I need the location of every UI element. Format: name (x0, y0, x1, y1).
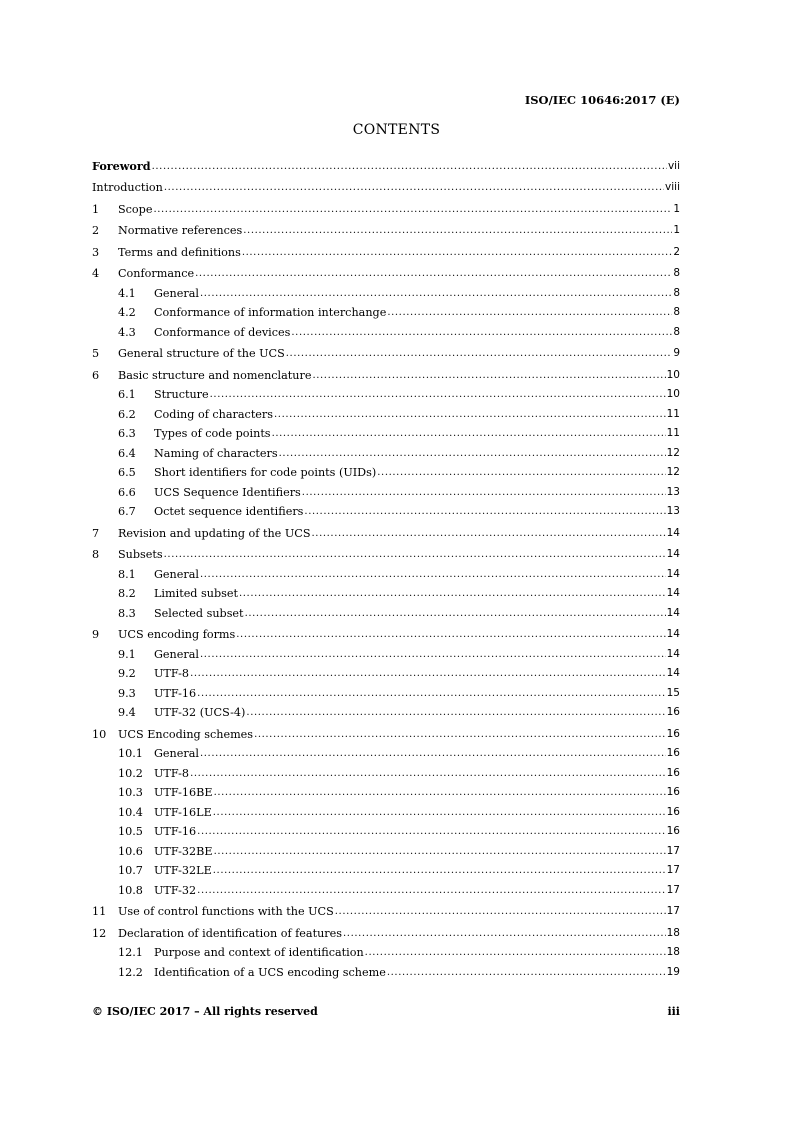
toc-entry-page: vii (667, 159, 680, 172)
toc-entry-title: Subsets (118, 548, 163, 561)
toc-entry-title: Revision and updating of the UCS (118, 526, 311, 540)
toc-entry-number: 2 (92, 224, 100, 237)
toc-entry-title: Use of control functions with the UCS (118, 905, 334, 918)
dot-leader (246, 705, 665, 719)
toc-entry-page: 1 (673, 224, 680, 236)
toc-entry-page: 14 (666, 667, 680, 679)
toc-entry-page: 15 (666, 686, 680, 699)
dot-leader (236, 627, 665, 641)
toc-entry-number: 8 (92, 548, 100, 561)
dot-leader (213, 863, 666, 877)
toc-entry-page: 8 (673, 286, 680, 299)
dot-leader (312, 526, 666, 540)
toc-entry[interactable] (92, 959, 680, 979)
dot-leader (365, 945, 666, 959)
toc-entry-page: 17 (666, 844, 680, 857)
toc-entry-number: 6.2 (118, 407, 136, 421)
dot-leader (164, 547, 666, 561)
dot-leader (190, 666, 666, 680)
toc-entry-page: 13 (666, 505, 680, 517)
dot-leader (274, 407, 666, 421)
toc-entry-page: 16 (666, 805, 680, 818)
dot-leader (335, 904, 666, 918)
toc-entry-title: UTF-32BE (154, 844, 213, 858)
toc-entry-title: General structure of the UCS (118, 347, 285, 360)
toc-entry[interactable] (92, 499, 680, 519)
toc-entry[interactable] (92, 216, 680, 238)
toc-entry-number: 10.6 (118, 844, 143, 858)
dot-leader (214, 844, 666, 858)
toc-entry-page: 12 (666, 466, 680, 478)
toc-entry[interactable] (92, 421, 680, 441)
toc-entry-number: 10.3 (118, 786, 143, 799)
toc-entry-title: UCS Sequence Identifiers (154, 485, 301, 499)
toc-entry[interactable] (92, 620, 680, 642)
toc-entry-page: 11 (666, 407, 680, 420)
dot-leader (213, 805, 666, 819)
toc-entry-number: 9.1 (118, 647, 136, 661)
dot-leader (286, 346, 673, 360)
dot-leader (312, 368, 665, 382)
contents-heading: CONTENTS (352, 122, 441, 138)
toc-entry-number: 10.7 (118, 864, 143, 877)
toc-entry[interactable] (92, 700, 680, 720)
toc-entry[interactable] (92, 479, 680, 499)
toc-entry-page: 8 (673, 267, 680, 279)
toc-entry[interactable] (92, 440, 680, 460)
dot-leader (214, 785, 666, 799)
toc-entry-page: 14 (666, 548, 680, 560)
toc-entry[interactable] (92, 760, 680, 780)
toc-entry[interactable] (92, 280, 680, 300)
toc-entry-title: Identification of a UCS encoding scheme (154, 965, 386, 979)
toc-entry[interactable] (92, 780, 680, 800)
toc-entry-page: 11 (666, 427, 680, 439)
toc-entry[interactable] (92, 360, 680, 382)
toc-entry-number: 5 (92, 347, 100, 360)
toc-entry-title: Short identifiers for code points (UIDs) (154, 466, 377, 479)
toc-entry[interactable] (92, 561, 680, 581)
toc-entry-page: 17 (666, 905, 680, 917)
toc-entry-page: 1 (673, 202, 680, 215)
toc-entry-page: 9 (673, 347, 680, 359)
toc-entry-number: 10 (92, 727, 107, 741)
toc-entry[interactable] (92, 460, 680, 480)
toc-entry-title: Octet sequence identifiers (154, 505, 304, 518)
dot-leader (387, 965, 666, 979)
dot-leader (210, 387, 666, 401)
toc-entry[interactable] (92, 319, 680, 339)
toc-entry-title: Conformance of information interchange (154, 306, 387, 319)
toc-entry-number: 6.7 (118, 505, 136, 518)
toc-entry[interactable] (92, 173, 680, 195)
toc-entry-number: 12 (92, 926, 107, 940)
toc-entry-page: 19 (666, 965, 680, 978)
dot-leader (291, 325, 672, 339)
toc-entry-page: 16 (666, 706, 680, 718)
toc-entry-page: 2 (673, 245, 680, 258)
toc-entry-number: 12.1 (118, 946, 143, 959)
toc-entry-title: UTF-16BE (154, 786, 213, 799)
toc-entry-page: 14 (666, 587, 680, 599)
toc-entry-title: Introduction (92, 181, 163, 194)
toc-entry-title: General (154, 747, 199, 760)
dot-leader (343, 926, 666, 940)
toc-entry-page: 12 (666, 446, 680, 459)
toc-entry-page: 18 (666, 926, 680, 939)
toc-entry-page: 16 (666, 786, 680, 798)
toc-entry-title: Conformance of devices (154, 325, 291, 339)
dot-leader (200, 647, 666, 661)
toc-entry[interactable] (92, 858, 680, 878)
toc-entry-page: 16 (666, 727, 680, 740)
toc-entry-number: 8.1 (118, 567, 136, 581)
toc-entry[interactable] (92, 680, 680, 700)
toc-entry[interactable] (92, 194, 680, 216)
page-number: iii (667, 1005, 680, 1018)
dot-leader (200, 286, 672, 300)
toc-entry-title: UTF-16 (154, 686, 197, 700)
toc-entry-number: 8.2 (118, 587, 136, 600)
toc-entry-title: Selected subset (154, 606, 244, 620)
toc-entry-title: Normative references (118, 224, 243, 237)
toc-entry[interactable] (92, 401, 680, 421)
toc-entry-title: Structure (154, 388, 209, 401)
toc-entry-number: 9.4 (118, 706, 136, 719)
toc-entry-number: 11 (92, 905, 107, 918)
toc-entry[interactable] (92, 382, 680, 402)
toc-entry[interactable] (92, 339, 680, 361)
toc-entry-title: Basic structure and nomenclature (118, 368, 312, 382)
toc-entry[interactable] (92, 940, 680, 960)
dot-leader (200, 746, 666, 760)
toc-entry-number: 6.1 (118, 388, 136, 401)
toc-entry-title: General (154, 286, 199, 300)
toc-entry[interactable] (92, 540, 680, 562)
toc-entry-title: Conformance (118, 267, 195, 280)
toc-entry-number: 7 (92, 526, 100, 540)
toc-entry-number: 1 (92, 202, 100, 216)
toc-entry-number: 8.3 (118, 606, 136, 620)
dot-leader (197, 883, 665, 897)
toc-entry[interactable] (92, 719, 680, 741)
dot-leader (245, 606, 666, 620)
dot-leader (164, 180, 664, 194)
toc-entry-title: Purpose and context of identification (154, 946, 364, 959)
toc-entry-title: UTF-8 (154, 667, 190, 680)
toc-entry-page: 14 (666, 526, 680, 539)
toc-entry[interactable] (92, 259, 680, 281)
toc-entry[interactable] (92, 918, 680, 940)
toc-entry-title: UCS encoding forms (118, 628, 236, 641)
dot-leader (190, 766, 666, 780)
table-of-contents (92, 151, 680, 979)
dot-leader (243, 223, 672, 237)
toc-entry-number: 6.3 (118, 427, 136, 440)
toc-entry-number: 6.4 (118, 446, 136, 460)
toc-entry-page: 16 (666, 825, 680, 837)
toc-entry-page: 10 (666, 388, 680, 400)
dot-leader (197, 824, 665, 838)
toc-entry-number: 9.3 (118, 686, 136, 700)
toc-entry-page: 17 (666, 883, 680, 896)
toc-entry-number: 3 (92, 245, 100, 259)
toc-entry-title: UTF-16 (154, 825, 197, 838)
toc-entry-number: 12.2 (118, 965, 143, 979)
toc-entry-title: General (154, 567, 199, 581)
toc-entry[interactable] (92, 877, 680, 897)
toc-entry-number: 4.3 (118, 325, 136, 339)
toc-entry[interactable] (92, 581, 680, 601)
toc-entry[interactable] (92, 600, 680, 620)
toc-entry-title: Coding of characters (154, 407, 274, 421)
toc-entry-title: UTF-16LE (154, 805, 212, 819)
toc-entry-page: 14 (666, 647, 680, 660)
toc-entry-number: 10.5 (118, 825, 143, 838)
toc-entry-page: 10 (666, 368, 680, 381)
toc-entry-page: 14 (666, 628, 680, 640)
toc-entry-page: 17 (666, 864, 680, 876)
toc-entry[interactable] (92, 641, 680, 661)
toc-entry[interactable] (92, 897, 680, 919)
toc-entry-number: 4 (92, 267, 100, 280)
dot-leader (304, 504, 665, 518)
dot-leader (152, 159, 667, 173)
document-identifier: ISO/IEC 10646:2017 (E) (524, 93, 680, 107)
toc-entry[interactable] (92, 151, 680, 173)
toc-entry-title: Naming of characters (154, 446, 278, 460)
toc-entry-title: Limited subset (154, 587, 238, 600)
toc-entry-number: 9 (92, 628, 100, 641)
toc-entry-page: 13 (666, 485, 680, 498)
toc-entry-number: 10.4 (118, 805, 143, 819)
toc-entry[interactable] (92, 518, 680, 540)
dot-leader (387, 305, 672, 319)
toc-entry-page: 8 (673, 325, 680, 338)
toc-entry[interactable] (92, 661, 680, 681)
dot-leader (272, 426, 666, 440)
toc-entry-page: 14 (666, 606, 680, 619)
toc-entry-title: Scope (118, 202, 153, 216)
toc-entry-number: 9.2 (118, 667, 136, 680)
toc-entry-page: 18 (666, 946, 680, 958)
dot-leader (254, 727, 666, 741)
dot-leader (239, 586, 666, 600)
copyright-notice: © ISO/IEC 2017 – All rights reserved (92, 1005, 318, 1018)
toc-entry-page: 14 (666, 567, 680, 580)
toc-entry-title: Foreword (92, 158, 151, 173)
toc-entry[interactable] (92, 838, 680, 858)
toc-entry-page: viii (665, 181, 680, 193)
toc-entry-number: 10.1 (118, 747, 143, 760)
dot-leader (153, 202, 672, 216)
toc-entry-title: UTF-8 (154, 766, 190, 780)
dot-leader (377, 465, 665, 479)
toc-entry-title: UCS Encoding schemes (118, 727, 254, 741)
toc-entry-number: 6 (92, 368, 100, 382)
toc-entry-number: 10.2 (118, 766, 143, 780)
dot-leader (279, 446, 666, 460)
toc-entry-title: Terms and definitions (118, 245, 241, 259)
toc-entry-title: Types of code points (154, 427, 271, 440)
toc-entry[interactable] (92, 300, 680, 320)
toc-entry-number: 6.5 (118, 466, 136, 479)
toc-entry-page: 16 (666, 766, 680, 779)
toc-entry-page: 16 (666, 747, 680, 759)
toc-entry-number: 6.6 (118, 485, 136, 499)
toc-entry-title: General (154, 647, 199, 661)
dot-leader (242, 245, 672, 259)
dot-leader (200, 567, 666, 581)
toc-entry-title: Declaration of identification of features (118, 926, 343, 940)
toc-entry-title: UTF-32 (UCS-4) (154, 706, 246, 719)
dot-leader (195, 266, 672, 280)
toc-entry-number: 4.2 (118, 306, 136, 319)
toc-entry[interactable] (92, 799, 680, 819)
toc-entry-title: UTF-32 (154, 883, 197, 897)
toc-entry[interactable] (92, 237, 680, 259)
toc-entry-title: UTF-32LE (154, 864, 212, 877)
toc-entry-number: 10.8 (118, 883, 143, 897)
toc-entry[interactable] (92, 741, 680, 761)
dot-leader (197, 686, 665, 700)
dot-leader (302, 485, 666, 499)
toc-entry[interactable] (92, 819, 680, 839)
toc-entry-page: 8 (673, 306, 680, 318)
toc-entry-number: 4.1 (118, 286, 136, 300)
